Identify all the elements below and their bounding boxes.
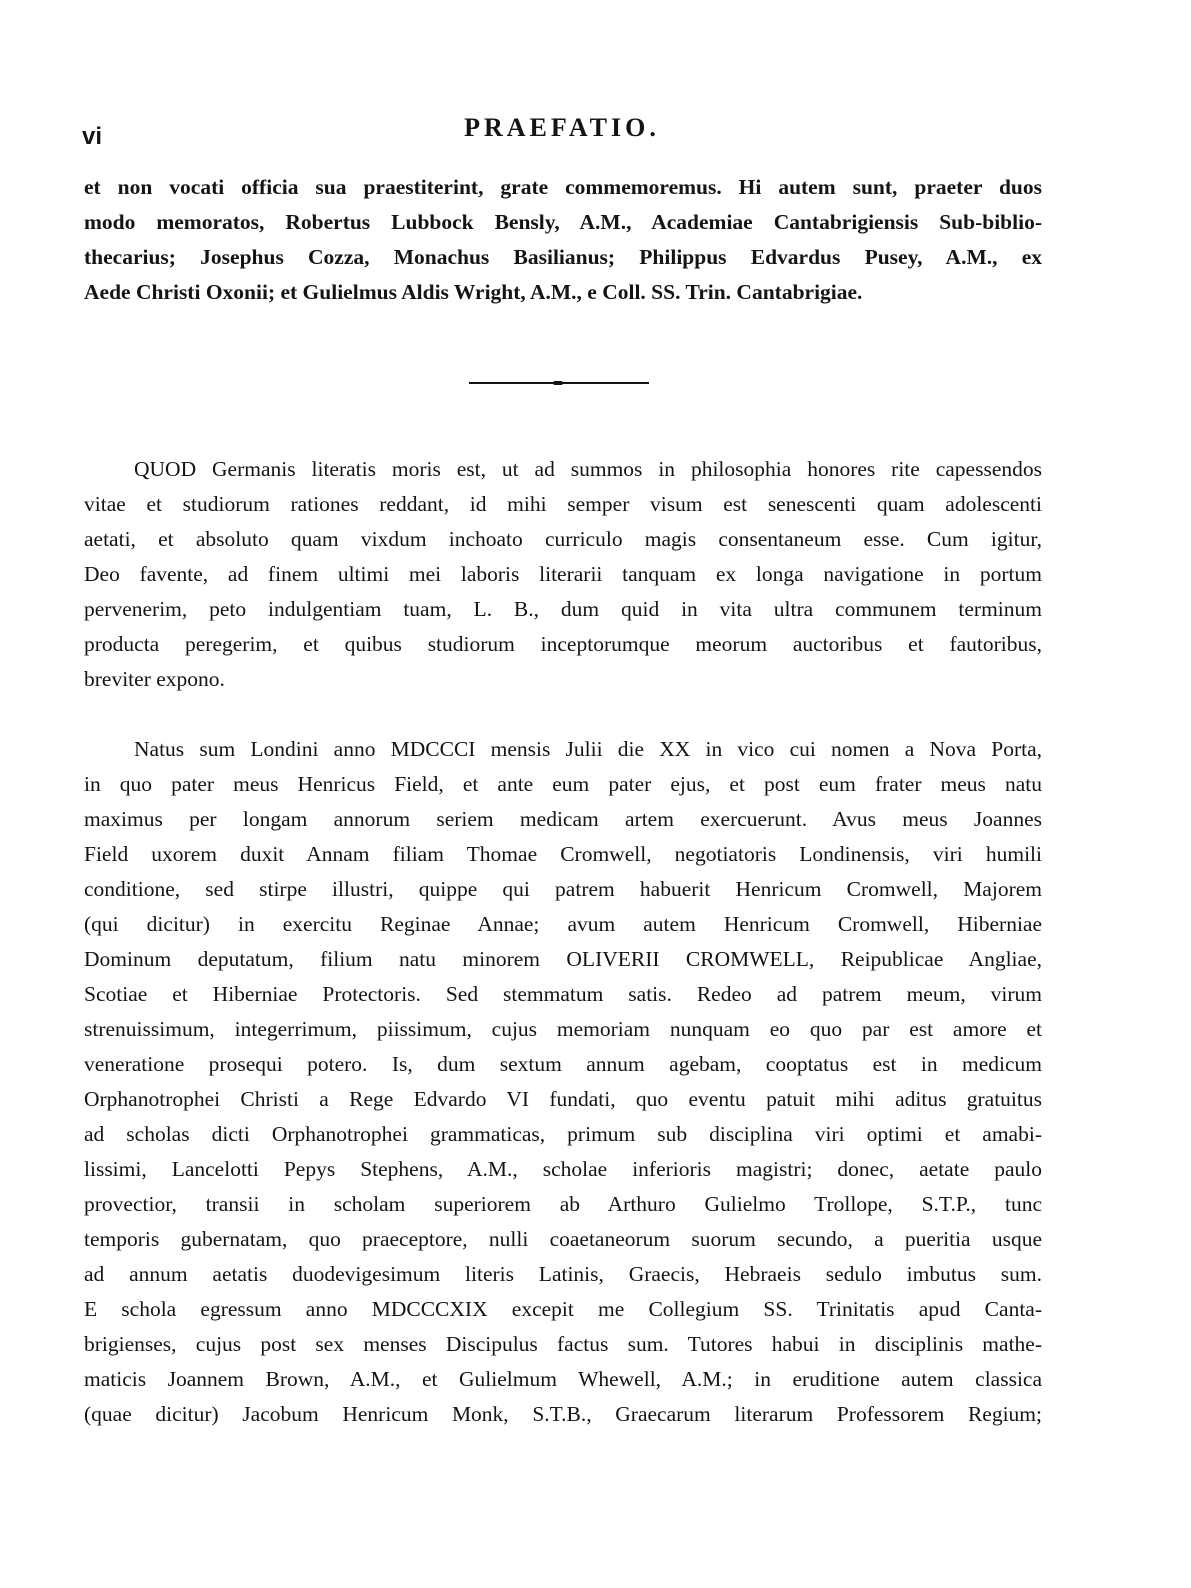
text-line: thecarius; Josephus Cozza, Monachus Basilianus; Philippus Edvardus Pusey, A.M., ex (84, 245, 1042, 269)
text-line: pervenerim, peto indulgentiam tuam, L. B., dum quid in vita ultra communem terminum (84, 597, 1042, 621)
text-line: Field uxorem duxit Annam filiam Thomae Cromwell, negotiatoris Londinensis, viri humili (84, 842, 1042, 866)
text-line: (quae dicitur) Jacobum Henricum Monk, S.T.B., Graecarum literarum Professorem Regium; (84, 1402, 1042, 1426)
text-line: breviter expono. (84, 667, 225, 691)
section-divider (469, 382, 649, 384)
text-line: E schola egressum anno MDCCCXIX excepit me Collegium SS. Trinitatis apud Canta- (84, 1297, 1042, 1321)
text-line: lissimi, Lancelotti Pepys Stephens, A.M., scholae inferioris magistri; donec, aetate paulo (84, 1157, 1042, 1181)
text-line: strenuissimum, integerrimum, piissimum, cujus memoriam nunquam eo quo par est amore et (84, 1017, 1042, 1041)
text-line: producta peregerim, et quibus studiorum inceptorumque meorum auctoribus et fautoribus, (84, 632, 1042, 656)
text-line: maximus per longam annorum seriem medicam artem exercuerunt. Avus meus Joannes (84, 807, 1042, 831)
text-line: Aede Christi Oxonii; et Gulielmus Aldis Wright, A.M., e Coll. SS. Trin. Cantabrigiae. (84, 280, 863, 304)
text-line: modo memoratos, Robertus Lubbock Bensly, A.M., Academiae Cantabrigiensis Sub-biblio- (84, 210, 1042, 234)
text-line: (qui dicitur) in exercitu Reginae Annae; avum autem Henricum Cromwell, Hiberniae (84, 912, 1042, 936)
text-line: Deo favente, ad finem ultimi mei laboris literarii tanquam ex longa navigatione in portum (84, 562, 1042, 586)
text-line: vitae et studiorum rationes reddant, id mihi semper visum est senescenti quam adolescenti (84, 492, 1042, 516)
text-line: veneratione prosequi potero. Is, dum sextum annum agebam, cooptatus est in medicum (84, 1052, 1042, 1076)
text-line: Dominum deputatum, filium natu minorem OLIVERII CROMWELL, Reipublicae Angliae, (84, 947, 1042, 971)
text-line: QUOD Germanis literatis moris est, ut ad summos in philosophia honores rite capessendos (134, 457, 1042, 481)
text-line: aetati, et absoluto quam vixdum inchoato curriculo magis consentaneum esse. Cum igitur, (84, 527, 1042, 551)
running-head (82, 113, 1042, 153)
page-number: vi (82, 123, 103, 150)
text-line: maticis Joannem Brown, A.M., et Gulielmum Whewell, A.M.; in eruditione autem classica (84, 1367, 1042, 1391)
text-line: provectior, transii in scholam superiorem ab Arthuro Gulielmo Trollope, S.T.P., tunc (84, 1192, 1042, 1216)
text-line: brigienses, cujus post sex menses Discipulus factus sum. Tutores habui in disciplinis mathe- (84, 1332, 1042, 1356)
page-title: PRAEFATIO. (464, 113, 660, 142)
text-line: Natus sum Londini anno MDCCCI mensis Julii die XX in vico cui nomen a Nova Porta, (134, 737, 1042, 761)
text-line: conditione, sed stirpe illustri, quippe qui patrem habuerit Henricum Cromwell, Majorem (84, 877, 1042, 901)
paragraph-intro (84, 452, 1042, 697)
paragraph-biography (84, 732, 1042, 1432)
text-line: ad scholas dicti Orphanotrophei grammaticas, primum sub disciplina viri optimi et amabi- (84, 1122, 1042, 1146)
text-line: ad annum aetatis duodevigesimum literis Latinis, Graecis, Hebraeis sedulo imbutus sum. (84, 1262, 1042, 1286)
text-line: et non vocati officia sua praestiterint, grate commemoremus. Hi autem sunt, praeter duos (84, 175, 1042, 199)
text-line: in quo pater meus Henricus Field, et ante eum pater ejus, et post eum frater meus natu (84, 772, 1042, 796)
text-line: temporis gubernatam, quo praeceptore, nulli coaetaneorum suorum secundo, a pueritia usque (84, 1227, 1042, 1251)
text-line: Orphanotrophei Christi a Rege Edvardo VI fundati, quo eventu patuit mihi aditus gratuitus (84, 1087, 1042, 1111)
acknowledgment-paragraph (84, 170, 1042, 310)
text-line: Scotiae et Hiberniae Protectoris. Sed stemmatum satis. Redeo ad patrem meum, virum (84, 982, 1042, 1006)
